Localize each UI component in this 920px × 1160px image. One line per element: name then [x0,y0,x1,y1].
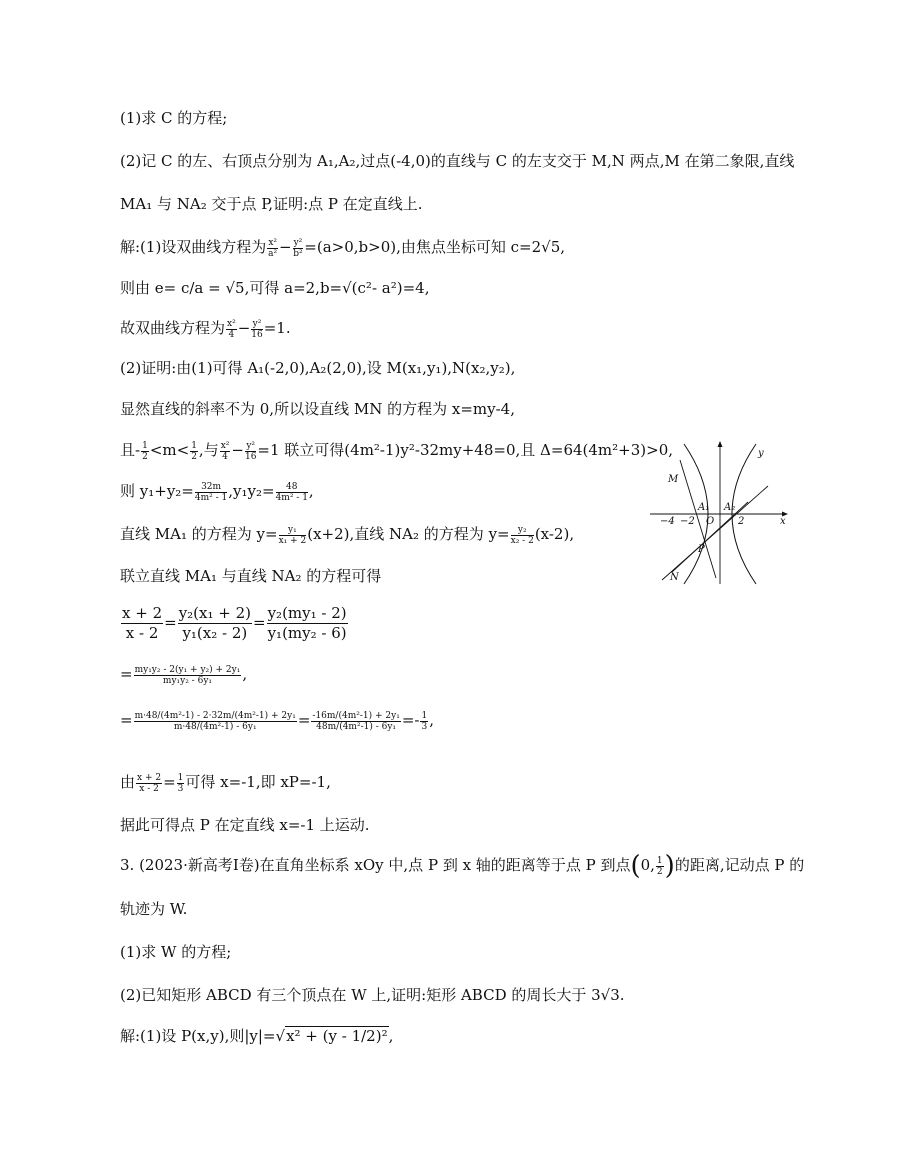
fraction: $\frac{\text{y²}}{\text{b²}}$ [293,237,303,259]
result-line: 由 $\frac{x + 2}{x - 2}$ = $\frac{1}{3}$ 可得 x=-1,即 xP=-1, [120,772,331,794]
tick-minus2: −2 [680,516,695,527]
fraction: $\frac{\text{x²}}{4}$ [220,440,230,462]
fraction: $\frac{\text{y₂(my₁ - 2)}}{\text{y₁(my₂ - 6)}}$ [267,604,347,642]
fraction: $\frac{48}{\text{4m² - 1}}$ [275,481,308,503]
equation-line3: = $\frac{\text{m·48/(4m²-1) - 2·32m/(4m²-1) + 2y₁}}{\text{m·48/(4m²-1) - 6y₁}}$ = $\frac{\text{-16m/(4m²-1) + 2y₁}}{\text{48m/(4m²-1) - 6y₁}}$ =- $\frac{1}{3}$ , [120,710,434,732]
label-A2: A₂ [724,502,736,513]
solution-line1: 解:(1)设双曲线方程为 $\frac{\text{x²}}{\text{a²}}$ − $\frac{\text{y²}}{\text{b²}}$ =(a>0,b>0),由焦点坐标可知 c=2√5, [120,237,566,259]
fraction: $\frac{\text{-16m/(4m²-1) + 2y₁}}{\text{48m/(4m²-1) - 6y₁}}$ [312,710,400,732]
proof-line5: 直线 MA₁ 的方程为 y= $\frac{\text{y₁}}{\text{x₁ + 2}}$ (x+2),直线 NA₂ 的方程为 y= $\frac{\text{y₂}}{\text{x₂ - 2}}$ (x-2), [120,524,575,546]
fraction: $\frac{1}{2}$ [656,855,663,877]
tick-2: 2 [738,516,745,527]
fraction: $\frac{\text{y₂}}{\text{x₂ - 2}}$ [510,524,534,546]
q2-part1: (1)求 C 的方程; [120,109,228,127]
solution-line3: 故双曲线方程为 $\frac{\text{x²}}{4}$ − $\frac{\text{y²}}{16}$ =1. [120,318,291,340]
q3-stem-line1: 3. (2023·新高考Ⅰ卷)在直角坐标系 xOy 中,点 P 到 x 轴的距离等于点 P 到点(0, $\frac{1}{2}$ )的距离,记动点 P 的 [120,851,805,881]
fraction: $\frac{1}{2}$ [142,440,148,462]
q3-solution-line1: 解:(1)设 P(x,y),则|y|=√x² + (y - 1/2)², [120,1027,394,1045]
proof-line6: 联立直线 MA₁ 与直线 NA₂ 的方程可得 [120,567,382,585]
fraction: $\frac{x + 2}{x - 2}$ [137,772,162,794]
q3-part1: (1)求 W 的方程; [120,943,232,961]
fraction: $\frac{\text{m·48/(4m²-1) - 2·32m/(4m²-1) + 2y₁}}{\text{m·48/(4m²-1) - 6y₁}}$ [134,710,296,732]
fraction: $\frac{32m}{\text{4m² - 1}}$ [194,481,228,503]
solution-line2: 则由 e= c/a = √5,可得 a=2,b=√(c²- a²)=4, [120,279,430,297]
label-y: y [758,448,764,459]
fraction: $\frac{\text{y₂(x₁ + 2)}}{\text{y₁(x₂ - 2)}}$ [178,604,251,642]
label-P: P [698,544,705,555]
label-M: M [668,474,679,485]
line-NA2 [672,502,748,572]
label-O: O [706,516,715,527]
label-x: x [780,516,786,527]
proof-line4: 则 y₁+y₂= $\frac{32m}{\text{4m² - 1}}$ ,y₁y₂= $\frac{48}{\text{4m² - 1}}$ , [120,481,314,503]
fraction: $\frac{x + 2}{x - 2}$ [122,604,163,642]
proof-line2: 显然直线的斜率不为 0,所以设直线 MN 的方程为 x=my-4, [120,400,515,418]
fraction: $\frac{1}{2}$ [191,440,197,462]
q3-part2: (2)已知矩形 ABCD 有三个顶点在 W 上,证明:矩形 ABCD 的周长大于 3√3. [120,986,625,1004]
fraction: $\frac{\text{x²}}{\text{a²}}$ [268,237,278,259]
fraction: $\frac{\text{y²}}{16}$ [244,440,257,462]
equation-line1: $\frac{x + 2}{x - 2}$ = $\frac{\text{y₂(x₁ + 2)}}{\text{y₁(x₂ - 2)}}$ = $\frac{\text{y₂(my₁ - 2)}}{\text{y₁(my₂ - 6)}}$ [122,604,347,642]
y-axis-arrow [718,441,723,447]
q2-part2-line1: (2)记 C 的左、右顶点分别为 A₁,A₂,过点(-4,0)的直线与 C 的左支交于 M,N 两点,M 在第二象限,直线 [120,152,795,170]
conclusion-line: 据此可得点 P 在定直线 x=-1 上运动. [120,816,370,834]
label-N: N [670,572,679,583]
hyperbola-figure [650,438,790,586]
proof-line1: (2)证明:由(1)可得 A₁(-2,0),A₂(2,0),设 M(x₁,y₁),N(x₂,y₂), [120,359,516,377]
fraction: $\frac{\text{y²}}{16}$ [251,318,263,340]
fraction: $\frac{\text{y₁}}{\text{x₁ + 2}}$ [278,524,307,546]
equation-line2: = $\frac{\text{my₁y₂ - 2(y₁ + y₂) + 2y₁}}{\text{my₁y₂ - 6y₁}}$ , [120,664,248,686]
q2-part2-line2: MA₁ 与 NA₂ 交于点 P,证明:点 P 在定直线上. [120,195,423,213]
fraction: $\frac{\text{my₁y₂ - 2(y₁ + y₂) + 2y₁}}{\text{my₁y₂ - 6y₁}}$ [134,664,241,686]
fraction: $\frac{1}{3}$ [177,772,184,794]
fraction: $\frac{1}{3}$ [421,710,428,732]
proof-line3: 且- $\frac{1}{2}$ <m< $\frac{1}{2}$ ,与 $\frac{\text{x²}}{4}$ − $\frac{\text{y²}}{16}$ =1 联立可得(4m²-1)y²-32my+48=0,且 Δ=64(4m²+3)>0, [120,440,674,462]
q3-stem-line2: 轨迹为 W. [120,900,188,918]
tick-minus4: −4 [660,516,675,527]
label-A1: A₁ [698,502,710,513]
fraction: $\frac{\text{x²}}{4}$ [227,318,236,340]
sqrt-sign: √ [275,1027,286,1045]
